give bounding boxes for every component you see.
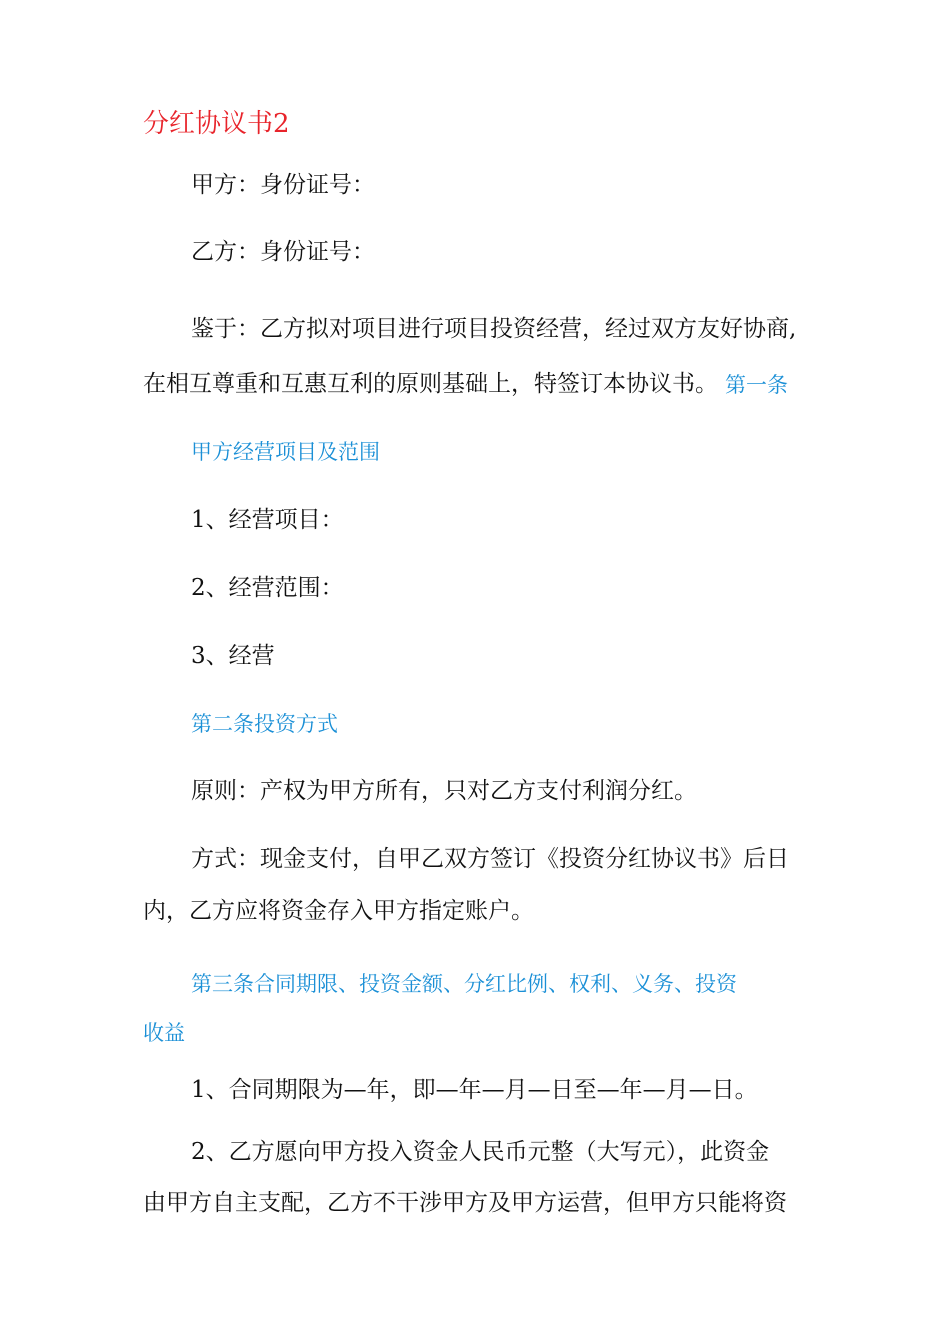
article-2-title: 第二条投资方式 (191, 712, 338, 736)
method-line-1: 方式：现金支付，自甲乙双方签订《投资分红协议书》后日 (191, 846, 789, 872)
article-3-title-line-1: 第三条合同期限、投资金额、分红比例、权利、义务、投资 (191, 972, 737, 996)
investment-line-2: 由甲方自主支配，乙方不干涉甲方及甲方运营，但甲方只能将资 (143, 1190, 787, 1216)
article-1-label: 第一条 (725, 373, 788, 397)
party-b-line: 乙方：身份证号： (191, 239, 375, 265)
whereas-line-2: 在相互尊重和互惠互利的原则基础上，特签订本协议书。 (143, 371, 718, 397)
principle-line: 原则：产权为甲方所有，只对乙方支付利润分红。 (191, 778, 697, 804)
method-line-2: 内，乙方应将资金存入甲方指定账户。 (143, 898, 534, 924)
party-a-line: 甲方：身份证号： (191, 172, 375, 198)
document-title: 分红协议书2 (143, 109, 290, 139)
term-line: 1、合同期限为—年，即—年—月—日至—年—月—日。 (191, 1077, 758, 1103)
investment-line-1: 2、乙方愿向甲方投入资金人民币元整（大写元），此资金 (191, 1139, 770, 1165)
whereas-line-1: 鉴于：乙方拟对项目进行项目投资经营，经过双方友好协商, (191, 316, 797, 342)
list-item: 1、经营项目： (191, 507, 344, 533)
list-item: 2、经营范围： (191, 575, 344, 601)
article-3-title-line-2: 收益 (143, 1021, 185, 1045)
article-1-title: 甲方经营项目及范围 (191, 440, 380, 464)
list-item: 3、经营 (191, 643, 275, 669)
